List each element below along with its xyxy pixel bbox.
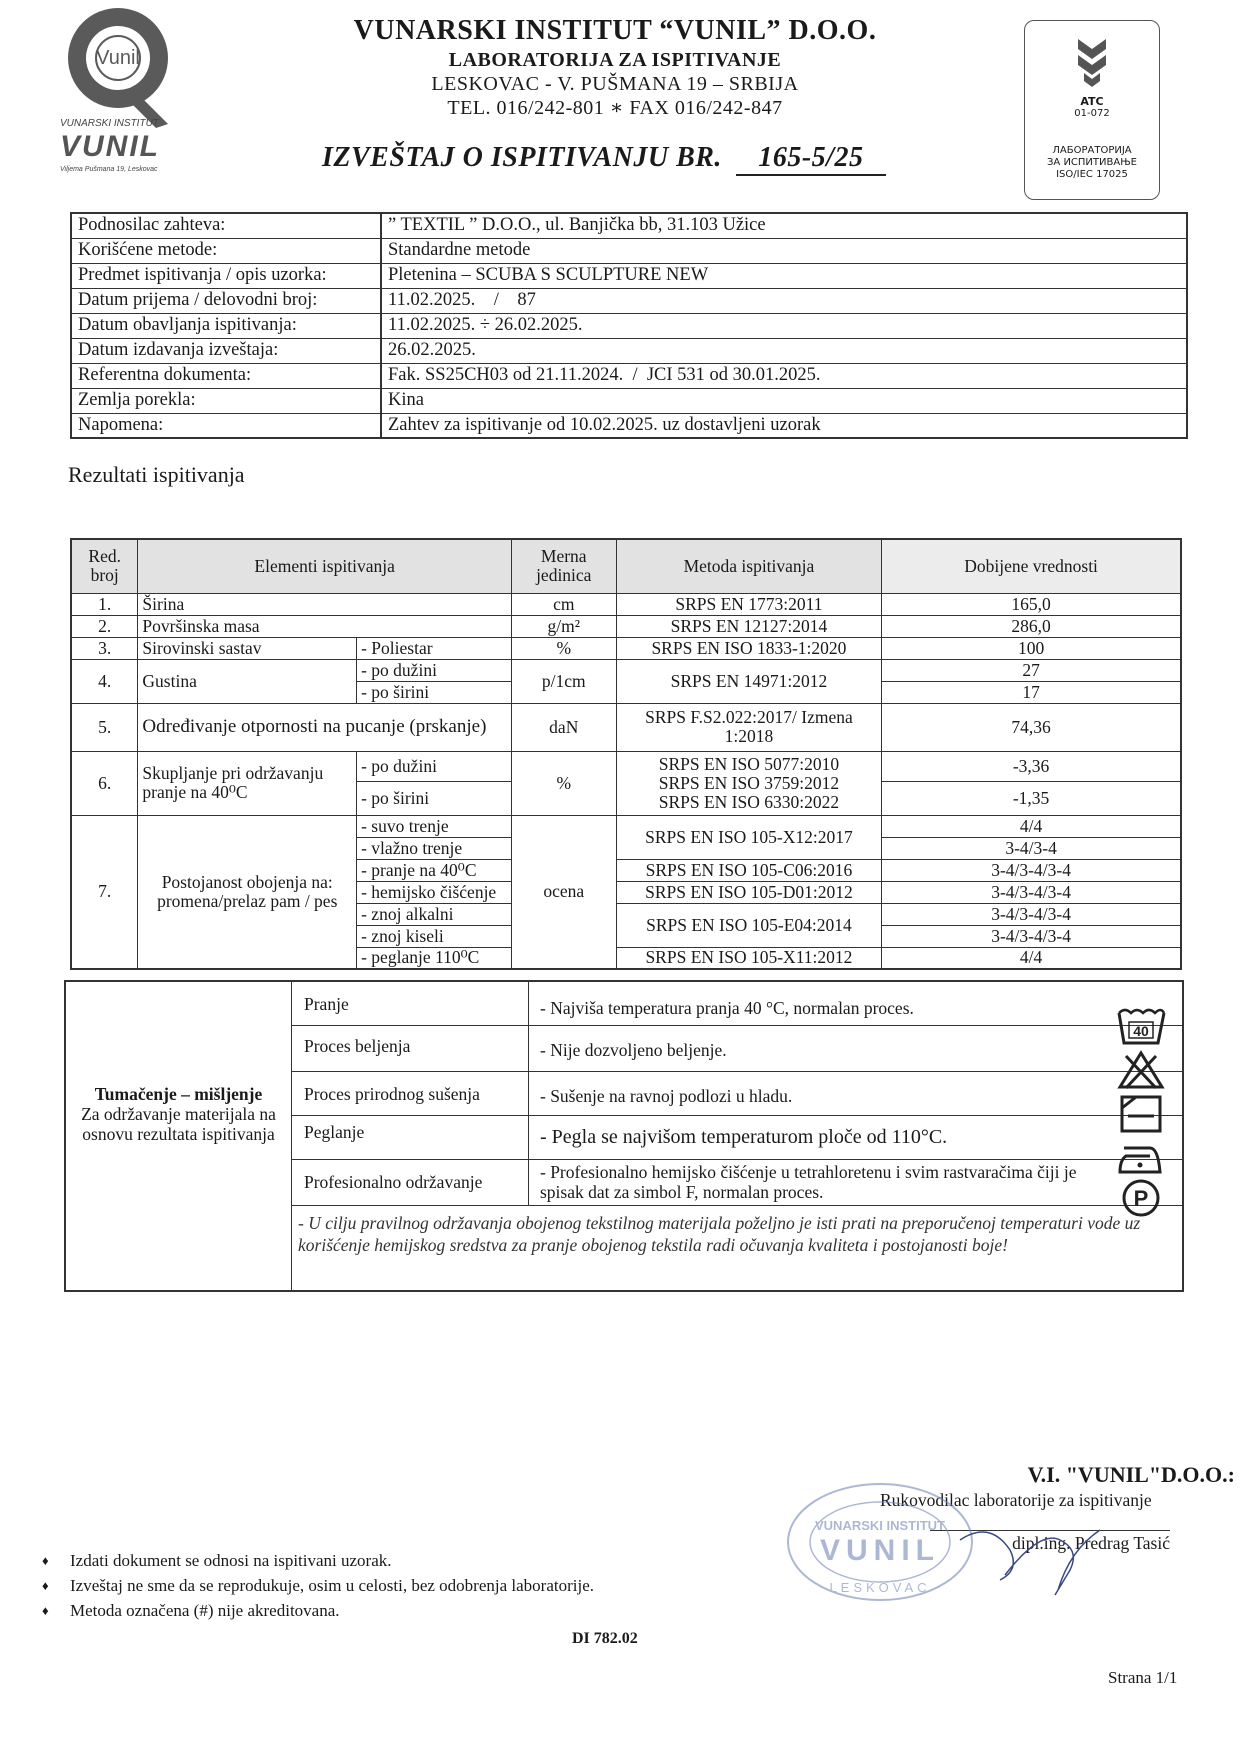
care-row-drying xyxy=(292,1072,1182,1116)
row-value: 3-4/3-4/3-4 xyxy=(882,925,1181,947)
table-row xyxy=(71,815,1181,837)
care-value: - Sušenje na ravnoj podlozi u hladu. xyxy=(540,1086,793,1106)
row-sub: - po širini xyxy=(357,681,512,703)
row-value: 100 xyxy=(882,637,1181,659)
info-row xyxy=(71,263,1187,288)
row-method: SRPS EN 1773:2011 xyxy=(616,593,882,615)
row-name: Širina xyxy=(138,593,511,615)
row-sub: - vlažno trenje xyxy=(357,837,512,859)
info-row xyxy=(71,363,1187,388)
row-no: 5. xyxy=(71,703,138,751)
info-row xyxy=(71,338,1187,363)
stamp-text-3: LESKOVAC xyxy=(829,1580,931,1595)
row-method: SRPS EN ISO 105-X11:2012 xyxy=(616,947,882,969)
row-name: Postojanost obojenja na: promena/prelaz pam / pes xyxy=(138,815,357,969)
row-no: 4. xyxy=(71,659,138,703)
care-key: Pranje xyxy=(304,994,349,1014)
care-key: Proces prirodnog sušenja xyxy=(304,1084,480,1104)
row-method: SRPS EN ISO 105-D01:2012 xyxy=(616,881,882,903)
row-value: 3-4/3-4/3-4 xyxy=(882,903,1181,925)
col-header-no: Red. broj xyxy=(71,539,138,593)
info-row xyxy=(71,213,1187,238)
row-value: 17 xyxy=(882,681,1181,703)
info-value: Kina xyxy=(381,388,1187,413)
logo-address: Viljema Pušmana 19, Leskovac xyxy=(60,166,158,173)
row-name: Površinska masa xyxy=(138,615,511,637)
row-method: SRPS EN ISO 105-C06:2016 xyxy=(616,859,882,881)
atc-text-3: ISO/IEC 17025 xyxy=(1056,169,1128,180)
info-row xyxy=(71,313,1187,338)
row-no: 1. xyxy=(71,593,138,615)
method-line: SRPS EN ISO 3759:2012 xyxy=(658,772,840,793)
lab-title: LABORATORIJA ZA ISPITIVANJE xyxy=(448,49,782,71)
request-info-table xyxy=(70,212,1188,439)
row-value: 3-4/3-4 xyxy=(882,837,1181,859)
row-method: SRPS EN ISO 1833-1:2020 xyxy=(616,637,882,659)
row-name: Sirovinski sastav xyxy=(138,637,357,659)
logo-caption: VUNARSKI INSTITUT xyxy=(60,118,159,129)
row-unit: daN xyxy=(511,703,616,751)
info-key: Datum izdavanja izveštaja: xyxy=(71,338,381,363)
vunil-logo xyxy=(60,6,210,176)
document-code: DI 782.02 xyxy=(572,1630,638,1647)
row-value: -3,36 xyxy=(882,751,1181,781)
row-sub: - znoj kiseli xyxy=(357,925,512,947)
table-row xyxy=(71,593,1181,615)
row-no: 2. xyxy=(71,615,138,637)
col-header-unit: Merna jedinica xyxy=(511,539,616,593)
row-sub: - po dužini xyxy=(357,751,512,781)
info-key: Napomena: xyxy=(71,413,381,438)
care-key: Peglanje xyxy=(304,1122,365,1142)
row-sub: - suvo trenje xyxy=(357,815,512,837)
care-label-box xyxy=(66,982,292,1290)
row-no: 6. xyxy=(71,751,138,815)
footnote-item: ♦ Izdati dokument se odnosi na ispitivani uzorak. xyxy=(42,1548,594,1573)
flat-dry-shade-icon xyxy=(1116,1094,1166,1134)
row-method xyxy=(616,751,882,815)
care-key: Proces beljenja xyxy=(304,1036,411,1056)
row-sub: - po dužini xyxy=(357,659,512,681)
table-header-row xyxy=(71,539,1181,593)
info-value: Pletenina – SCUBA S SCULPTURE NEW xyxy=(381,263,1187,288)
info-key: Podnosilac zahteva: xyxy=(71,213,381,238)
care-value: - Pegla se najvišom temperaturom ploče od 110°C. xyxy=(540,1126,948,1148)
logo-wordmark: VUNIL xyxy=(60,130,160,163)
row-unit: p/1cm xyxy=(511,659,616,703)
iron-low-icon xyxy=(1116,1136,1166,1176)
row-name: Određivanje otpornosti na pucanje (prskanje) xyxy=(138,703,511,751)
row-no: 7. xyxy=(71,815,138,969)
care-label-title: Tumačenje – mišljenje xyxy=(94,1084,263,1104)
info-row xyxy=(71,238,1187,263)
table-row xyxy=(71,659,1181,681)
row-sub: - po širini xyxy=(357,781,512,815)
row-sub: - Poliestar xyxy=(357,637,512,659)
lab-address: LESKOVAC - V. PUŠMANA 19 – SRBIJA xyxy=(431,73,799,95)
footnote-item: ♦ Metoda označena (#) nije akreditovana. xyxy=(42,1598,594,1623)
report-number: 165-5/25 xyxy=(736,142,886,176)
row-unit: % xyxy=(511,751,616,815)
no-bleach-icon xyxy=(1116,1050,1166,1090)
accreditation-badge xyxy=(1024,20,1160,200)
info-key: Datum obavljanja ispitivanja: xyxy=(71,313,381,338)
row-value: 27 xyxy=(882,659,1181,681)
care-row-ironing xyxy=(292,1116,1182,1160)
atc-number: 01-072 xyxy=(1074,108,1110,119)
info-value: 11.02.2025. ÷ 26.02.2025. xyxy=(381,313,1187,338)
row-name: Skupljanje pri održavanju pranje na 40⁰C xyxy=(138,751,357,815)
results-table xyxy=(70,538,1182,970)
method-line: SRPS EN ISO 5077:2010 xyxy=(658,753,840,774)
table-row xyxy=(71,637,1181,659)
care-row-washing xyxy=(292,982,1182,1026)
table-row xyxy=(71,703,1181,751)
info-key: Korišćene metode: xyxy=(71,238,381,263)
row-sub: - znoj alkalni xyxy=(357,903,512,925)
institute-header xyxy=(250,14,980,120)
info-row xyxy=(71,413,1187,438)
page-number: Strana 1/1 xyxy=(1108,1668,1178,1687)
table-row xyxy=(71,751,1181,781)
atc-text-2: ЗА ИСПИТИВАЊЕ xyxy=(1047,157,1137,168)
row-value: 3-4/3-4/3-4 xyxy=(882,881,1181,903)
info-value: 11.02.2025. / 87 xyxy=(381,288,1187,313)
report-label: IZVEŠTAJ O ISPITIVANJU BR. xyxy=(322,142,722,173)
signer-name: dipl.ing. Predrag Tasić xyxy=(930,1530,1170,1554)
info-value: Standardne metode xyxy=(381,238,1187,263)
row-value: 74,36 xyxy=(882,703,1181,751)
row-name: Gustina xyxy=(138,659,357,703)
row-no: 3. xyxy=(71,637,138,659)
info-value: Zahtev za ispitivanje od 10.02.2025. uz dostavljeni uzorak xyxy=(381,413,1187,438)
dry-clean-letter: P xyxy=(1133,1186,1149,1211)
method-line: SRPS EN ISO 6330:2022 xyxy=(658,791,840,812)
stamp-text-1: VUNARSKI INSTITUT xyxy=(815,1518,945,1533)
col-header-elements: Elementi ispitivanja xyxy=(138,539,511,593)
info-value: 26.02.2025. xyxy=(381,338,1187,363)
care-value: - Nije dozvoljeno beljenje. xyxy=(540,1040,727,1060)
row-unit: % xyxy=(511,637,616,659)
care-value: - Najviša temperatura pranja 40 °C, normalan proces. xyxy=(540,998,914,1018)
row-method: SRPS F.S2.022:2017/ Izmena 1:2018 xyxy=(616,703,882,751)
row-value: 4/4 xyxy=(882,815,1181,837)
signer-company: V.I. "VUNIL"D.O.O.: xyxy=(1027,1462,1235,1487)
row-value: 4/4 xyxy=(882,947,1181,969)
atc-text-1: ЛАБОРАТОРИЈА xyxy=(1052,145,1132,156)
row-value: 286,0 xyxy=(882,615,1181,637)
results-heading: Rezultati ispitivanja xyxy=(68,462,245,487)
care-label-text: Za održavanje materijala na osnovu rezultata ispitivanja xyxy=(81,1104,276,1144)
logo-mark: Vunil xyxy=(96,47,140,69)
row-value: 3-4/3-4/3-4 xyxy=(882,859,1181,881)
dry-clean-p-icon xyxy=(1116,1178,1166,1218)
row-method: SRPS EN 12127:2014 xyxy=(616,615,882,637)
row-sub: - hemijsko čišćenje xyxy=(357,881,512,903)
care-note: - U cilju pravilnog održavanja obojenog tekstilnog materijala poželjno je isti prati na preporučenoj temperaturi vode uz korišćenje hemijskog sredstva za pranje obojenog tekstila radi očuvanja kvaliteta i postojanosti boje! xyxy=(298,1213,1141,1255)
atc-code: ATC xyxy=(1080,95,1104,108)
care-row-professional xyxy=(292,1160,1182,1206)
row-method: SRPS EN ISO 105-E04:2014 xyxy=(616,903,882,947)
row-unit: g/m² xyxy=(511,615,616,637)
info-key: Datum prijema / delovodni broj: xyxy=(71,288,381,313)
info-value: ” TEXTIL ” D.O.O., ul. Banjička bb, 31.103 Užice xyxy=(381,213,1187,238)
handwritten-signature xyxy=(950,1510,1110,1600)
wash-temp-text: 40 xyxy=(1133,1023,1149,1039)
info-key: Predmet ispitivanja / opis uzorka: xyxy=(71,263,381,288)
info-key: Referentna dokumenta: xyxy=(71,363,381,388)
info-row xyxy=(71,388,1187,413)
table-row xyxy=(71,615,1181,637)
row-value: -1,35 xyxy=(882,781,1181,815)
report-title xyxy=(322,142,886,176)
footnote-item: ♦ Izveštaj ne sme da se reprodukuje, osim u celosti, bez odobrenja laboratorije. xyxy=(42,1573,594,1598)
institute-title: VUNARSKI INSTITUT “VUNIL” D.O.O. xyxy=(353,15,877,46)
info-value: Fak. SS25CH03 od 21.11.2024. / JCI 531 od 30.01.2025. xyxy=(381,363,1187,388)
col-header-values: Dobijene vrednosti xyxy=(882,539,1181,593)
care-row-bleaching xyxy=(292,1026,1182,1072)
stamp-text-2: VUNIL xyxy=(820,1534,940,1567)
info-row xyxy=(71,288,1187,313)
row-unit: ocena xyxy=(511,815,616,969)
row-unit: cm xyxy=(511,593,616,615)
atc-logo-icon xyxy=(1072,35,1112,87)
signer-role: Rukovodilac laboratorije za ispitivanje xyxy=(880,1490,1152,1510)
row-sub: - pranje na 40⁰C xyxy=(357,859,512,881)
row-method: SRPS EN 14971:2012 xyxy=(616,659,882,703)
row-sub: - peglanje 110⁰C xyxy=(357,947,512,969)
footnotes xyxy=(42,1548,594,1623)
care-interpretation-box xyxy=(64,980,1184,1292)
lab-phone: TEL. 016/242-801 ∗ FAX 016/242-847 xyxy=(447,97,783,119)
wash-40-icon xyxy=(1116,1007,1166,1047)
care-key: Profesionalno održavanje xyxy=(304,1172,483,1192)
col-header-method: Metoda ispitivanja xyxy=(616,539,882,593)
row-method: SRPS EN ISO 105-X12:2017 xyxy=(616,815,882,859)
care-value: - Profesionalno hemijsko čišćenje u tetrahloretenu i svim rastvaračima čiji je spisak dat za simbol F, normalan proces. xyxy=(540,1162,1077,1202)
info-key: Zemlja porekla: xyxy=(71,388,381,413)
row-value: 165,0 xyxy=(882,593,1181,615)
